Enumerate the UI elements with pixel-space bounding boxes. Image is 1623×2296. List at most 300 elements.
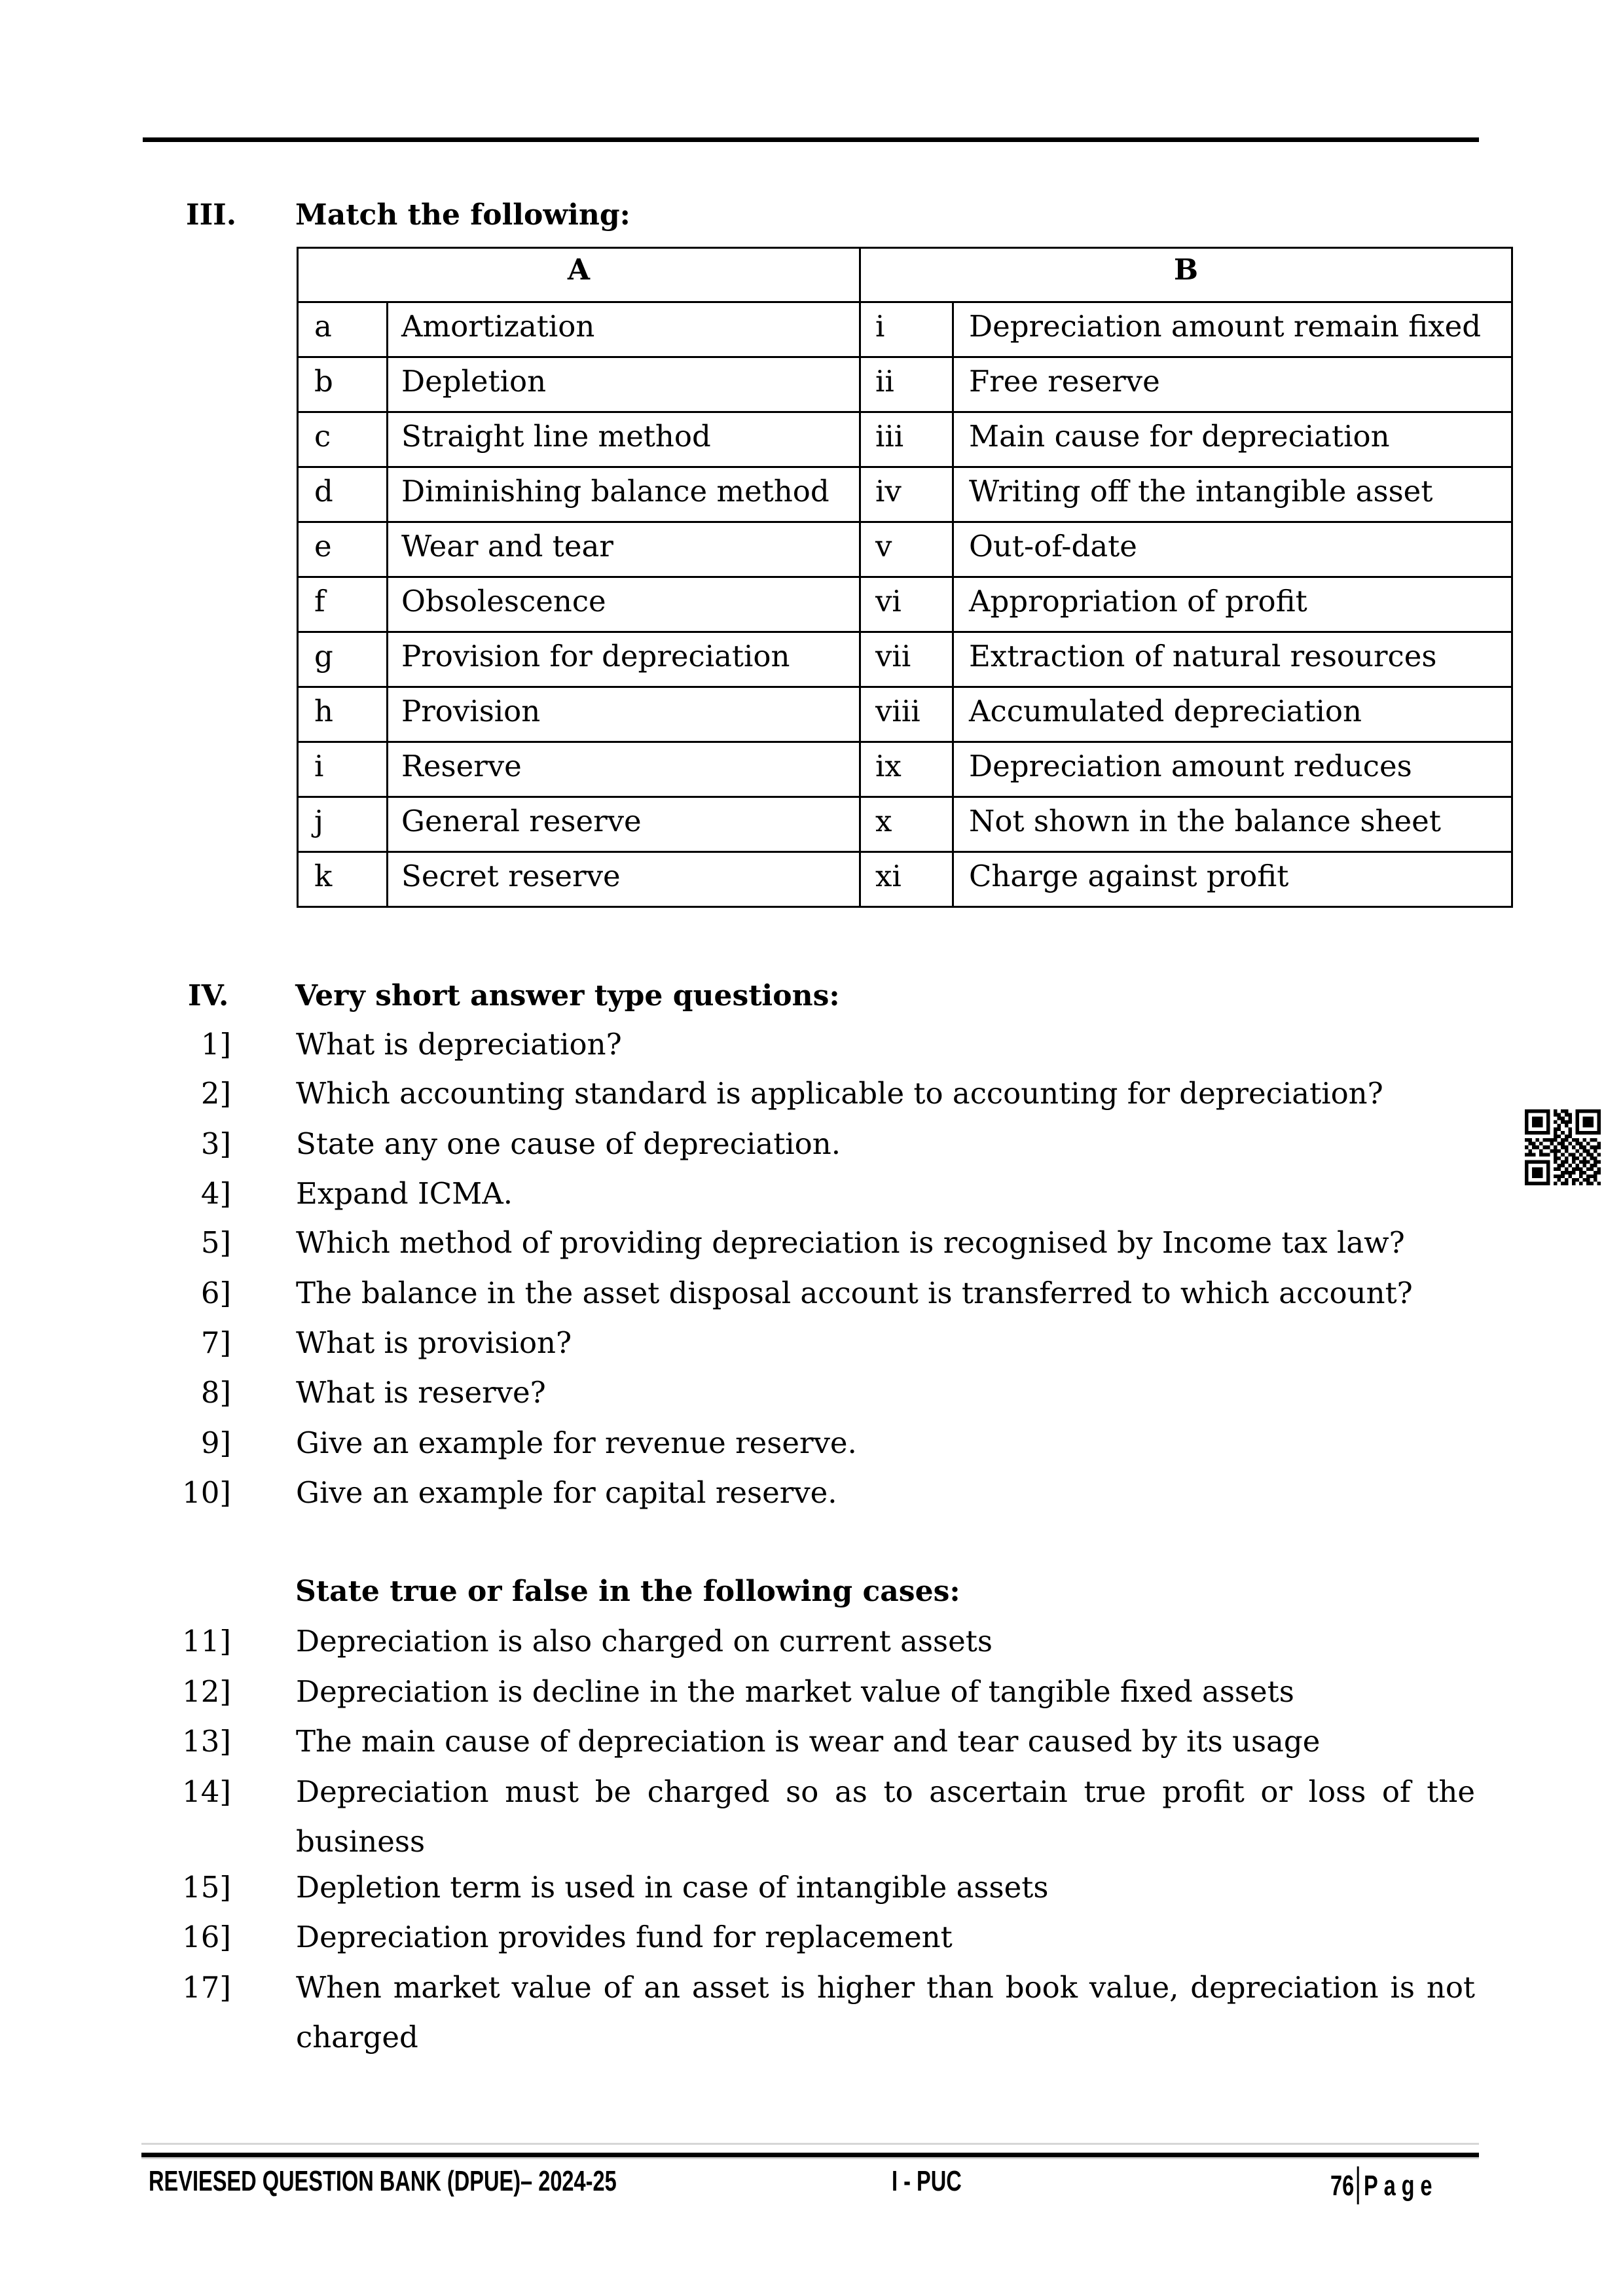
row-letter: e <box>298 522 388 577</box>
qr-module <box>1579 1109 1583 1113</box>
qr-module <box>1539 1153 1543 1157</box>
qr-module <box>1594 1131 1597 1135</box>
column-a-item: Amortization <box>388 302 860 357</box>
qr-module <box>1543 1153 1547 1157</box>
qr-module <box>1529 1109 1533 1113</box>
qr-module <box>1594 1171 1597 1175</box>
qr-module <box>1590 1164 1594 1168</box>
qr-module <box>1579 1167 1583 1171</box>
match-table <box>297 247 1513 908</box>
question-text: Expand ICMA. <box>296 1176 513 1211</box>
qr-module <box>1590 1167 1594 1171</box>
true-false-title: State true or false in the following cases: <box>295 1575 960 1608</box>
qr-module <box>1586 1153 1590 1157</box>
column-b-item: Extraction of natural resources <box>953 632 1512 687</box>
qr-module <box>1568 1113 1572 1117</box>
qr-module <box>1597 1113 1601 1117</box>
qr-module <box>1590 1121 1594 1124</box>
column-a-item: General reserve <box>388 797 860 852</box>
qr-module <box>1532 1121 1536 1124</box>
question-number: 15] <box>182 1870 231 1905</box>
qr-module <box>1582 1149 1586 1153</box>
qr-module <box>1554 1160 1558 1164</box>
qr-module <box>1575 1142 1579 1146</box>
row-letter: j <box>298 797 388 852</box>
qr-module <box>1575 1124 1579 1128</box>
qr-module <box>1590 1181 1594 1185</box>
qr-module <box>1532 1109 1536 1113</box>
qr-module <box>1558 1135 1561 1139</box>
column-b-item: Accumulated depreciation <box>953 687 1512 742</box>
qr-module <box>1594 1157 1597 1160</box>
qr-module <box>1536 1109 1540 1113</box>
qr-module <box>1536 1138 1540 1142</box>
qr-module <box>1579 1174 1583 1178</box>
qr-module <box>1561 1138 1565 1142</box>
question-number: 4] <box>200 1176 231 1211</box>
match-table-header-row <box>298 248 1512 302</box>
qr-module <box>1558 1113 1561 1117</box>
qr-module <box>1582 1109 1586 1113</box>
qr-module <box>1568 1117 1572 1121</box>
question-number: 1] <box>200 1027 231 1062</box>
column-a-item: Provision <box>388 687 860 742</box>
qr-module <box>1529 1181 1533 1185</box>
qr-module <box>1582 1117 1586 1121</box>
column-b-item: Free reserve <box>953 357 1512 412</box>
qr-module <box>1579 1142 1583 1146</box>
match-table-row <box>298 467 1512 522</box>
row-roman-numeral: iii <box>860 412 953 467</box>
qr-module <box>1561 1121 1565 1124</box>
qr-module <box>1572 1138 1576 1142</box>
qr-module <box>1582 1171 1586 1175</box>
qr-module <box>1543 1160 1547 1164</box>
qr-module <box>1575 1117 1579 1121</box>
qr-module <box>1539 1181 1543 1185</box>
question-text: Depreciation provides fund for replacement <box>296 1920 953 1954</box>
row-roman-numeral: v <box>860 522 953 577</box>
qr-module <box>1546 1167 1550 1171</box>
qr-module <box>1561 1142 1565 1146</box>
qr-module <box>1586 1178 1590 1182</box>
qr-module <box>1575 1167 1579 1171</box>
qr-module <box>1536 1145 1540 1149</box>
qr-module <box>1550 1138 1554 1142</box>
qr-module <box>1532 1124 1536 1128</box>
qr-module <box>1568 1174 1572 1178</box>
row-roman-numeral: viii <box>860 687 953 742</box>
question-number: 14] <box>182 1774 231 1809</box>
qr-module <box>1525 1181 1529 1185</box>
qr-module <box>1597 1181 1601 1185</box>
qr-module <box>1565 1145 1569 1149</box>
qr-module <box>1565 1135 1569 1139</box>
qr-module <box>1572 1160 1576 1164</box>
qr-module <box>1586 1142 1590 1146</box>
qr-module <box>1586 1131 1590 1135</box>
match-table-row <box>298 852 1512 907</box>
qr-module <box>1565 1124 1569 1128</box>
qr-module <box>1594 1178 1597 1182</box>
qr-module <box>1582 1160 1586 1164</box>
row-letter: f <box>298 577 388 632</box>
qr-module <box>1565 1113 1569 1117</box>
question-text: When market value of an asset is higher than book value, depreciation is not charged <box>296 1970 1475 2054</box>
qr-module <box>1529 1160 1533 1164</box>
qr-module <box>1586 1117 1590 1121</box>
qr-module <box>1590 1138 1594 1142</box>
question-text: Which accounting standard is applicable to accounting for depreciation? <box>296 1076 1383 1111</box>
qr-module <box>1590 1109 1594 1113</box>
qr-module <box>1572 1167 1576 1171</box>
qr-module <box>1582 1131 1586 1135</box>
row-roman-numeral: xi <box>860 852 953 907</box>
qr-module <box>1532 1131 1536 1135</box>
column-header-a: A <box>298 248 860 302</box>
qr-module <box>1546 1117 1550 1121</box>
column-b-item: Charge against profit <box>953 852 1512 907</box>
qr-module <box>1575 1113 1579 1117</box>
qr-module <box>1554 1167 1558 1171</box>
qr-module <box>1590 1174 1594 1178</box>
qr-module <box>1594 1109 1597 1113</box>
qr-module <box>1525 1171 1529 1175</box>
match-table-body <box>298 302 1512 907</box>
footer-page <box>1330 2166 1438 2204</box>
match-table-row <box>298 742 1512 797</box>
qr-module <box>1561 1164 1565 1168</box>
qr-module <box>1582 1178 1586 1182</box>
qr-module <box>1582 1164 1586 1168</box>
qr-module <box>1546 1121 1550 1124</box>
match-table-row <box>298 302 1512 357</box>
qr-module <box>1532 1174 1536 1178</box>
qr-module <box>1558 1117 1561 1121</box>
qr-module <box>1536 1124 1540 1128</box>
qr-module <box>1582 1138 1586 1142</box>
column-a-item: Secret reserve <box>388 852 860 907</box>
question-number: 10] <box>182 1475 231 1510</box>
row-letter: b <box>298 357 388 412</box>
qr-module <box>1586 1124 1590 1128</box>
qr-module <box>1532 1142 1536 1146</box>
qr-module <box>1539 1174 1543 1178</box>
qr-module <box>1543 1109 1547 1113</box>
qr-module <box>1554 1145 1558 1149</box>
section-iv-number: IV. <box>188 979 229 1013</box>
column-b-item: Writing off the intangible asset <box>953 467 1512 522</box>
qr-module <box>1561 1131 1565 1135</box>
question-number: 2] <box>200 1076 231 1111</box>
qr-module <box>1594 1149 1597 1153</box>
match-table-row <box>298 357 1512 412</box>
qr-module <box>1525 1113 1529 1117</box>
qr-module <box>1546 1128 1550 1132</box>
qr-module <box>1575 1178 1579 1182</box>
question-text: Give an example for capital reserve. <box>296 1475 837 1510</box>
qr-module <box>1558 1128 1561 1132</box>
column-b-item: Depreciation amount reduces <box>953 742 1512 797</box>
qr-module <box>1558 1164 1561 1168</box>
qr-module <box>1597 1109 1601 1113</box>
match-table-row <box>298 797 1512 852</box>
qr-module <box>1565 1160 1569 1164</box>
question-number: 5] <box>200 1225 231 1260</box>
page-number: 76 <box>1330 2170 1355 2202</box>
qr-module <box>1565 1109 1569 1113</box>
qr-module <box>1597 1131 1601 1135</box>
qr-module <box>1586 1181 1590 1185</box>
qr-module <box>1558 1124 1561 1128</box>
qr-module <box>1532 1117 1536 1121</box>
qr-module <box>1586 1167 1590 1171</box>
qr-module <box>1554 1128 1558 1132</box>
qr-module <box>1558 1157 1561 1160</box>
qr-module <box>1546 1138 1550 1142</box>
qr-module <box>1561 1145 1565 1149</box>
qr-module <box>1597 1124 1601 1128</box>
qr-module <box>1554 1135 1558 1139</box>
qr-module <box>1539 1124 1543 1128</box>
section-iii-title: Match the following: <box>295 198 630 232</box>
qr-module <box>1590 1124 1594 1128</box>
qr-module <box>1568 1171 1572 1175</box>
column-a-item: Wear and tear <box>388 522 860 577</box>
qr-module <box>1568 1128 1572 1132</box>
row-roman-numeral: ii <box>860 357 953 412</box>
qr-module <box>1597 1153 1601 1157</box>
qr-module <box>1536 1117 1540 1121</box>
qr-module <box>1586 1174 1590 1178</box>
qr-module <box>1554 1157 1558 1160</box>
qr-module <box>1529 1142 1533 1146</box>
qr-module <box>1554 1138 1558 1142</box>
qr-module <box>1539 1121 1543 1124</box>
column-b-item: Not shown in the balance sheet <box>953 797 1512 852</box>
qr-module <box>1525 1124 1529 1128</box>
row-roman-numeral: iv <box>860 467 953 522</box>
qr-module <box>1525 1145 1529 1149</box>
qr-module <box>1597 1160 1601 1164</box>
qr-module <box>1554 1113 1558 1117</box>
qr-module <box>1536 1160 1540 1164</box>
qr-module <box>1539 1160 1543 1164</box>
question-text: State any one cause of depreciation. <box>296 1126 841 1161</box>
column-a-item: Depletion <box>388 357 860 412</box>
row-roman-numeral: vii <box>860 632 953 687</box>
row-letter: g <box>298 632 388 687</box>
qr-module <box>1546 1174 1550 1178</box>
column-a-item: Straight line method <box>388 412 860 467</box>
page-label: Page <box>1364 2170 1438 2202</box>
column-b-item: Main cause for depreciation <box>953 412 1512 467</box>
qr-module <box>1546 1124 1550 1128</box>
row-roman-numeral: vi <box>860 577 953 632</box>
qr-module <box>1579 1153 1583 1157</box>
qr-module <box>1575 1109 1579 1113</box>
match-table-row <box>298 522 1512 577</box>
qr-module <box>1565 1121 1569 1124</box>
column-b-item: Appropriation of profit <box>953 577 1512 632</box>
question-text: Give an example for revenue reserve. <box>296 1426 857 1460</box>
qr-module <box>1550 1149 1554 1153</box>
qr-module <box>1546 1164 1550 1168</box>
row-roman-numeral: x <box>860 797 953 852</box>
qr-module <box>1597 1145 1601 1149</box>
question-text: Depreciation is also charged on current assets <box>296 1624 993 1659</box>
qr-module <box>1579 1160 1583 1164</box>
qr-module <box>1572 1157 1576 1160</box>
qr-module <box>1568 1142 1572 1146</box>
question-text: What is reserve? <box>296 1375 546 1410</box>
qr-module <box>1554 1174 1558 1178</box>
qr-module <box>1575 1128 1579 1132</box>
qr-module <box>1529 1131 1533 1135</box>
question-text: What is provision? <box>296 1325 572 1360</box>
qr-module <box>1597 1128 1601 1132</box>
question-number: 13] <box>182 1724 231 1759</box>
qr-module <box>1554 1149 1558 1153</box>
qr-module <box>1525 1138 1529 1142</box>
qr-module <box>1561 1153 1565 1157</box>
qr-module <box>1565 1171 1569 1175</box>
question-number: 12] <box>182 1674 231 1709</box>
column-a-item: Obsolescence <box>388 577 860 632</box>
qr-module <box>1579 1131 1583 1135</box>
qr-module <box>1597 1167 1601 1171</box>
section-iii-number: III. <box>186 198 237 232</box>
qr-module <box>1568 1153 1572 1157</box>
qr-module <box>1539 1131 1543 1135</box>
qr-module <box>1565 1178 1569 1182</box>
qr-module <box>1582 1145 1586 1149</box>
qr-module <box>1586 1121 1590 1124</box>
match-table-row <box>298 412 1512 467</box>
qr-module <box>1532 1153 1536 1157</box>
qr-module <box>1539 1109 1543 1113</box>
question-number: 3] <box>200 1126 231 1161</box>
qr-module <box>1558 1178 1561 1182</box>
qr-module <box>1536 1181 1540 1185</box>
qr-module <box>1568 1164 1572 1168</box>
question-text: Which method of providing depreciation is recognised by Income tax law? <box>296 1225 1405 1260</box>
qr-module <box>1572 1145 1576 1149</box>
qr-module <box>1575 1131 1579 1135</box>
qr-module <box>1546 1131 1550 1135</box>
footer-rule-light <box>141 2143 1479 2145</box>
qr-module <box>1539 1142 1543 1146</box>
qr-module <box>1525 1160 1529 1164</box>
qr-module <box>1575 1164 1579 1168</box>
qr-module <box>1579 1181 1583 1185</box>
qr-module <box>1594 1145 1597 1149</box>
footer-rule <box>141 2153 1479 2157</box>
qr-module <box>1561 1181 1565 1185</box>
qr-module <box>1590 1153 1594 1157</box>
qr-module <box>1561 1174 1565 1178</box>
qr-module <box>1525 1128 1529 1132</box>
qr-module <box>1532 1181 1536 1185</box>
qr-module <box>1546 1171 1550 1175</box>
qr-module <box>1594 1174 1597 1178</box>
section-iv-title: Very short answer type questions: <box>295 979 840 1013</box>
qr-module <box>1579 1145 1583 1149</box>
qr-module <box>1546 1145 1550 1149</box>
match-table-row <box>298 687 1512 742</box>
qr-module <box>1543 1181 1547 1185</box>
qr-module <box>1525 1109 1529 1113</box>
qr-module <box>1582 1157 1586 1160</box>
qr-module <box>1546 1113 1550 1117</box>
qr-module <box>1572 1181 1576 1185</box>
qr-module <box>1543 1131 1547 1135</box>
question-text: What is depreciation? <box>296 1027 622 1062</box>
qr-module <box>1536 1171 1540 1175</box>
qr-module <box>1546 1109 1550 1113</box>
row-letter: d <box>298 467 388 522</box>
row-roman-numeral: i <box>860 302 953 357</box>
qr-module <box>1582 1124 1586 1128</box>
qr-module <box>1568 1131 1572 1135</box>
row-letter: c <box>298 412 388 467</box>
qr-module <box>1558 1167 1561 1171</box>
qr-module <box>1546 1181 1550 1185</box>
qr-module <box>1597 1171 1601 1175</box>
footer-rule-shadow <box>141 2157 1479 2159</box>
qr-module <box>1532 1160 1536 1164</box>
column-b-item: Depreciation amount remain fixed <box>953 302 1512 357</box>
footer-class: I - PUC <box>892 2165 962 2197</box>
qr-module <box>1594 1164 1597 1168</box>
question-text: Depreciation must be charged so as to ascertain true profit or loss of the business <box>296 1774 1475 1859</box>
qr-module <box>1558 1174 1561 1178</box>
match-table-row <box>298 632 1512 687</box>
qr-module <box>1558 1149 1561 1153</box>
header-rule <box>143 137 1479 142</box>
qr-module <box>1572 1171 1576 1175</box>
qr-module <box>1565 1181 1569 1185</box>
column-a-item: Reserve <box>388 742 860 797</box>
qr-module <box>1582 1121 1586 1124</box>
qr-module <box>1525 1131 1529 1135</box>
qr-module <box>1565 1167 1569 1171</box>
qr-module <box>1529 1149 1533 1153</box>
qr-module <box>1536 1174 1540 1178</box>
qr-module <box>1590 1157 1594 1160</box>
qr-module <box>1590 1131 1594 1135</box>
qr-module <box>1572 1153 1576 1157</box>
qr-module <box>1554 1131 1558 1135</box>
qr-module <box>1550 1142 1554 1146</box>
qr-module <box>1561 1160 1565 1164</box>
qr-module <box>1525 1167 1529 1171</box>
qr-module <box>1536 1167 1540 1171</box>
qr-module <box>1565 1138 1569 1142</box>
question-number: 8] <box>200 1375 231 1410</box>
qr-module <box>1554 1181 1558 1185</box>
qr-module <box>1525 1121 1529 1124</box>
qr-module <box>1536 1121 1540 1124</box>
question-text: The main cause of depreciation is wear and tear caused by its usage <box>296 1724 1321 1759</box>
qr-module <box>1572 1178 1576 1182</box>
qr-module <box>1594 1138 1597 1142</box>
qr-module <box>1543 1145 1547 1149</box>
qr-module <box>1590 1117 1594 1121</box>
question-number: 7] <box>200 1325 231 1360</box>
question-text: The balance in the asset disposal account is transferred to which account? <box>296 1276 1413 1310</box>
qr-module <box>1543 1138 1547 1142</box>
